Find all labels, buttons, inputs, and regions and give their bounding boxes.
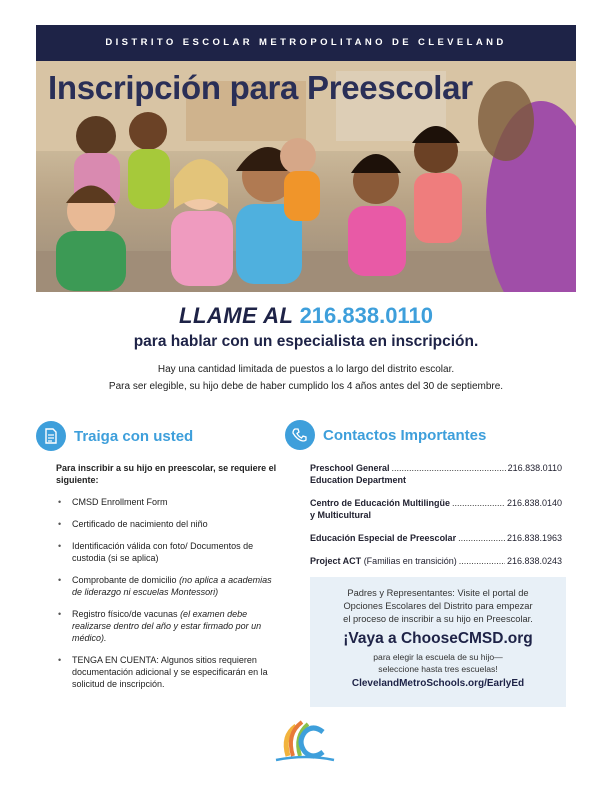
document-icon xyxy=(36,421,66,451)
phone-icon xyxy=(285,420,315,450)
district-header-bar xyxy=(36,25,576,61)
hero-photo xyxy=(36,61,576,292)
early-ed-link[interactable]: ClevelandMetroSchools.org/EarlyEd xyxy=(351,678,525,689)
requirements-intro: Para inscribir a su hijo en preescolar, se requiere el siguiente: xyxy=(56,463,277,485)
contact-phone: 216.838.1963 xyxy=(506,533,562,543)
call-subline: para hablar con un especialista en inscripción. xyxy=(133,333,479,350)
bring-title: Traiga con usted xyxy=(74,427,194,445)
list-item: • Certificado de nacimiento del niño xyxy=(56,518,281,530)
contacts-section-header xyxy=(285,420,486,450)
call-prefix: LLAME AL xyxy=(179,303,294,328)
contact-phone: 216.838.0140 xyxy=(506,498,562,508)
list-item: • Comprobante de domicilio (no aplica a academias de liderazgo ni escuelas Montessori) xyxy=(56,574,281,598)
contact-phone: 216.838.0110 xyxy=(507,463,562,473)
portal-text: Padres y Representantes: Visite el portal de xyxy=(347,588,529,598)
cmsd-logo xyxy=(268,718,340,771)
contact-row: Preschool General ..... 216.838.0110 Education Department xyxy=(310,462,562,486)
requirements-list xyxy=(56,496,281,690)
main-phone-number: 216.838.0110 xyxy=(299,303,433,328)
list-item: • Registro físico/de vacunas (el examen debe realizarse dentro del año y estar firmado por un médico). xyxy=(56,608,281,644)
contacts-list xyxy=(310,462,562,578)
call-line xyxy=(0,303,612,329)
note-limited-seats: Hay una cantidad limitada de puestos a lo largo del distrito escolar. xyxy=(157,364,455,375)
bring-section-header xyxy=(36,421,193,451)
requirements-column xyxy=(56,462,281,700)
contact-row: Project ACT (Familias en transición) ..... 216.838.0243 xyxy=(310,555,562,567)
portal-text: seleccione hasta tres escuelas! xyxy=(378,664,498,674)
contact-row: Centro de Educación Multilingüe ..... 216.838.0140 y Multicultural xyxy=(310,497,562,521)
choose-cmsd-link[interactable]: ¡Vaya a ChooseCMSD.org xyxy=(343,630,533,647)
contact-phone: 216.838.0243 xyxy=(506,556,562,566)
contacts-title: Contactos Importantes xyxy=(323,426,487,444)
portal-text: para elegir la escuela de su hijo— xyxy=(373,652,503,662)
note-eligibility: Para ser elegible, su hijo debe de haber cumplido los 4 años antes del 30 de septiembre. xyxy=(108,381,504,392)
page-title: Inscripción para Preescolar xyxy=(48,69,473,106)
list-item: • TENGA EN CUENTA: Algunos sitios requieren documentación adicional y se especificarán en la solicitud de inscripción. xyxy=(56,654,281,690)
list-item: • Identificación válida con foto/ Documentos de custodia (si se aplica) xyxy=(56,540,281,564)
district-name: DISTRITO ESCOLAR METROPOLITANO DE CLEVELAND xyxy=(105,37,507,48)
portal-text: Opciones Escolares del Distrito para empezar xyxy=(343,601,533,611)
contact-row: Educación Especial de Preescolar ..... 216.838.1963 xyxy=(310,532,562,544)
portal-text: el proceso de inscribir a su hijo en Preescolar. xyxy=(343,614,533,624)
list-item: • CMSD Enrollment Form xyxy=(56,496,281,508)
portal-info-box xyxy=(310,577,566,707)
